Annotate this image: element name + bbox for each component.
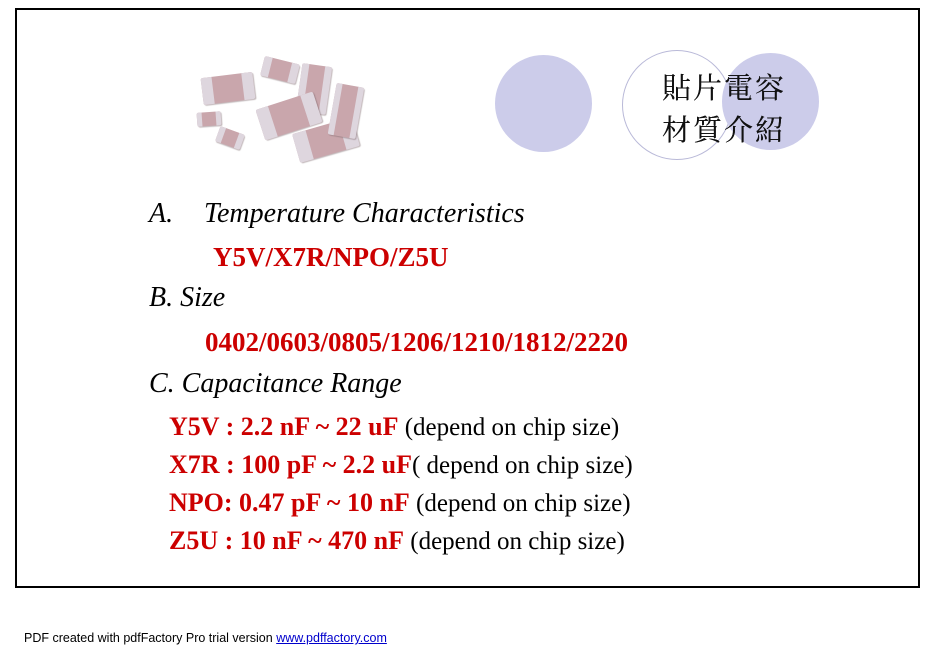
capacitance-row-label: X7R : 100 pF ~ 2.2 uF: [169, 450, 412, 479]
section-a-letter: A.: [149, 198, 174, 229]
chip-capacitor-item: [260, 56, 300, 84]
section-c-heading: C. Capacitance Range: [149, 368, 402, 399]
capacitance-row-label: Y5V : 2.2 nF ~ 22 uF: [169, 412, 399, 441]
capacitance-row-note: (depend on chip size): [409, 490, 631, 517]
chip-capacitor-item: [197, 111, 222, 127]
capacitance-row: [169, 450, 633, 480]
section-a-title: Temperature Characteristics: [204, 198, 525, 229]
chip-capacitor-item: [215, 126, 245, 150]
pdf-footer-text: PDF created with pdfFactory Pro trial version: [24, 631, 277, 645]
decorative-circle-filled-left: [495, 55, 592, 152]
capacitance-row-note: (depend on chip size): [398, 414, 620, 441]
capacitance-row-note: (depend on chip size): [404, 528, 625, 555]
chinese-title-line2: 材質介紹: [662, 113, 787, 147]
capacitance-row-note: ( depend on chip size): [411, 452, 633, 479]
chinese-title: [662, 67, 862, 151]
chip-capacitor-photo: [177, 55, 417, 170]
capacitance-row: [169, 526, 625, 556]
chinese-title-line1: 貼片電容: [662, 71, 787, 105]
section-b-answer: 0402/0603/0805/1206/1210/1812/2220: [205, 327, 629, 357]
chip-capacitor-item: [328, 83, 365, 139]
capacitance-row: [169, 488, 631, 518]
chip-capacitor-item: [201, 72, 256, 105]
pdf-footer: [24, 631, 387, 645]
capacitance-row-label: NPO: 0.47 pF ~ 10 nF: [169, 488, 410, 517]
capacitance-row: [169, 412, 619, 442]
section-a-heading: [149, 198, 525, 230]
pdffactory-link[interactable]: www.pdffactory.com: [276, 631, 387, 645]
slide-frame: [15, 8, 920, 588]
section-b-heading: B. Size: [149, 282, 226, 313]
capacitance-row-label: Z5U : 10 nF ~ 470 nF: [169, 526, 405, 555]
section-a-answer: Y5V/X7R/NPO/Z5U: [213, 242, 449, 272]
